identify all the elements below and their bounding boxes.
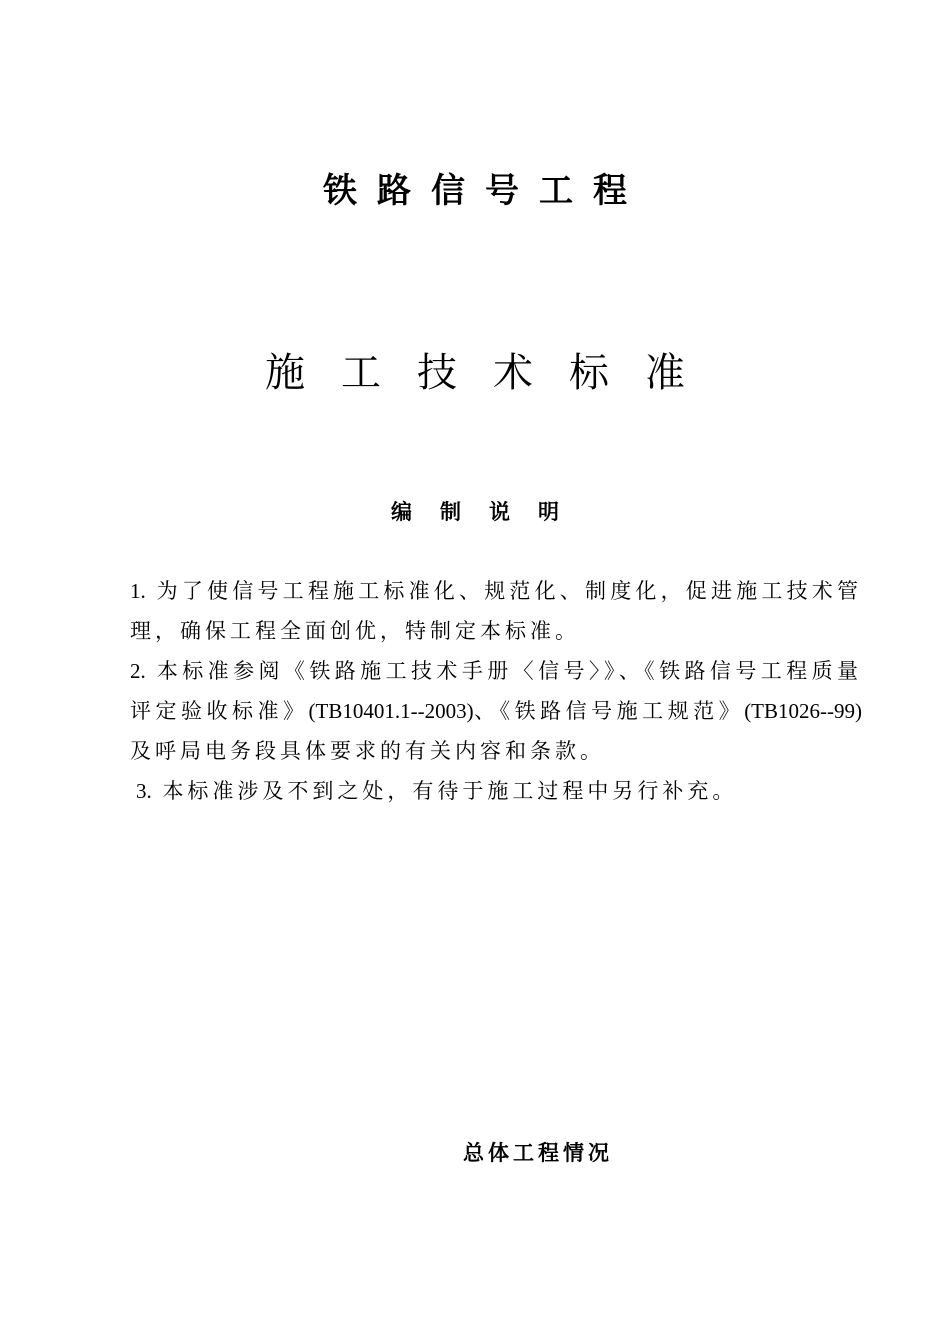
note-item-number: 2. xyxy=(130,659,146,683)
standard-code: (TB10401.1--2003) xyxy=(308,699,474,723)
note-item-text: 本标准涉及不到之处，有待于施工过程中另行补充。 xyxy=(162,779,738,803)
compilation-notes-body xyxy=(92,571,862,811)
note-item-1 xyxy=(92,571,862,651)
note-item-text: 、《铁路信号施工规范》 xyxy=(473,699,745,723)
document-title-line2: 施工技术标准 xyxy=(265,350,721,396)
document-title-line1: 铁路信号工程 xyxy=(323,171,647,211)
note-item-text: 本标准参阅《铁路施工技术手册〈信号〉》、《铁路信号工程质量评定验收标准》 xyxy=(130,659,862,723)
section-heading-overall-project: 总体工程情况 xyxy=(463,1141,613,1165)
section-heading-compilation-notes: 编制说明 xyxy=(391,500,587,524)
standard-code: (TB1026--99) xyxy=(744,699,862,723)
note-item-number: 3. xyxy=(136,779,152,803)
note-item-text: 及呼局电务段具体要求的有关内容和条款。 xyxy=(130,739,605,763)
note-item-3 xyxy=(92,771,862,811)
note-item-text: 为了使信号工程施工标准化、规范化、制度化，促进施工技术管理，确保工程全面创优，特制定本标准。 xyxy=(130,579,862,643)
note-item-2 xyxy=(92,651,862,771)
note-item-number: 1. xyxy=(130,579,146,603)
